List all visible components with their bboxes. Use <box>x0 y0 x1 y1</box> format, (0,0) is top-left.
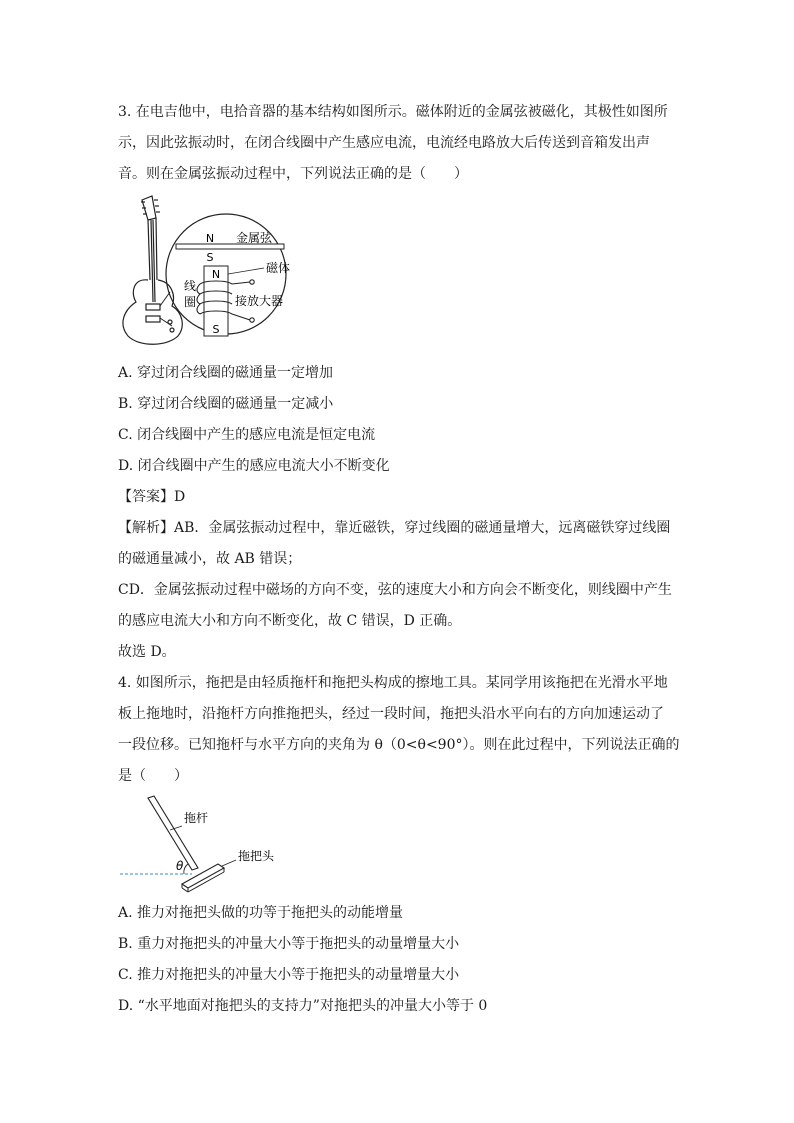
string-label: 金属弦 <box>236 231 273 245</box>
coil-label-2: 圈 <box>184 295 197 309</box>
magnet-label: 磁体 <box>266 261 291 275</box>
q4-stem-line-2: 板上拖地时，沿拖杆方向推拖把头，经过一段时间，拖把头沿水平向右的方向加速运动了 <box>118 706 664 722</box>
q4-stem-line-1: 4. 如图所示，拖把是由轻质拖杆和拖把头构成的擦地工具。某同学用该拖把在光滑水平地 <box>118 675 668 691</box>
q3-option-c: C. 闭合线圈中产生的感应电流是恒定电流 <box>118 427 376 443</box>
q3-stem-line-1: 3. 在电吉他中，电拾音器的基本结构如图所示。磁体附近的金属弦被磁化，其极性如图所 <box>118 104 668 120</box>
q3-analysis-line-5: 故选 D。 <box>118 644 176 660</box>
q4-option-c: C. 推力对拖把头的冲量大小等于拖把头的动量增量大小 <box>118 967 460 983</box>
q4-stem-line-3: 一段位移。已知拖杆与水平方向的夹角为 θ（0<θ<90°）。则在此过程中，下列说法正确的 <box>118 737 680 753</box>
pole-n-magnet: N <box>211 268 221 281</box>
guitar-drawing <box>123 196 182 344</box>
angle-arc <box>184 864 188 874</box>
q3-option-a: A. 穿过闭合线圈的磁通量一定增加 <box>118 365 334 381</box>
pole-n-top: N <box>205 232 215 245</box>
q4-stem-line-4: 是（ ） <box>118 768 188 784</box>
q3-stem-line-3: 音。则在金属弦振动过程中，下列说法正确的是（ ） <box>118 166 468 182</box>
q3-analysis-line-4: 的感应电流大小和方向不断变化，故 C 错误，D 正确。 <box>118 613 462 629</box>
q3-analysis-line-2: 的磁通量减小，故 AB 错误； <box>118 551 302 567</box>
coil-label-1: 线 <box>184 279 197 293</box>
q3-answer: 【答案】D <box>118 489 186 505</box>
mop-rod <box>148 796 198 870</box>
amp-label: 接放大器 <box>235 294 284 308</box>
head-label: 拖把头 <box>238 849 275 863</box>
q4-option-d: D. “水平地面对拖把头的支持力”对拖把头的冲量大小等于 0 <box>118 998 488 1014</box>
q3-stem-line-2: 示，因此弦振动时，在闭合线圈中产生感应电流，电流经电路放大后传送到音箱发出声 <box>118 135 650 151</box>
q3-analysis-line-3: CD．金属弦振动过程中磁场的方向不变，弦的速度大小和方向会不断变化，则线圈中产生 <box>118 582 672 598</box>
q3-option-d: D. 闭合线圈中产生的感应电流大小不断变化 <box>118 458 390 474</box>
q3-analysis-line-1: 【解析】AB．金属弦振动过程中，靠近磁铁，穿过线圈的磁通量增大，远离磁铁穿过线圈 <box>118 520 671 536</box>
q3-option-b: B. 穿过闭合线圈的磁通量一定减小 <box>118 396 334 412</box>
q4-option-b: B. 重力对拖把头的冲量大小等于拖把头的动量增量大小 <box>118 936 460 952</box>
q4-option-a: A. 推力对拖把头做的功等于拖把头的动能增量 <box>118 905 404 921</box>
pole-s-magnet: S <box>212 323 220 336</box>
pole-s-top: S <box>206 251 214 264</box>
rod-label: 拖杆 <box>184 811 209 825</box>
angle-label: θ <box>176 859 184 873</box>
q3-figure-guitar-pickup <box>112 192 332 352</box>
q4-figure-mop <box>118 792 318 896</box>
